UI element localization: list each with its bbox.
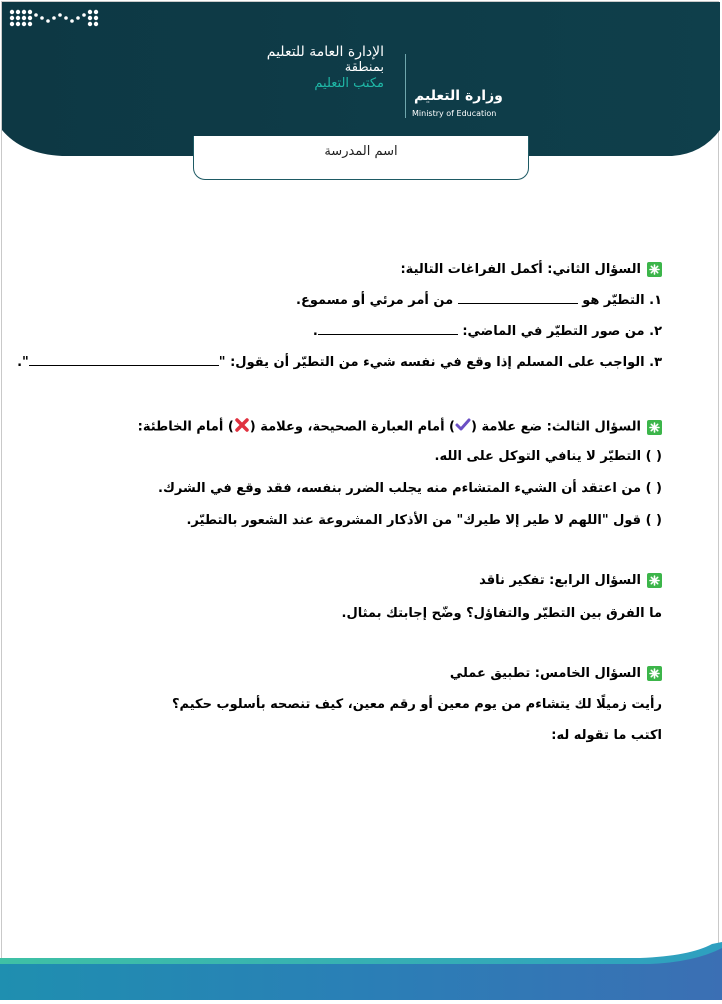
question-4-title-row xyxy=(30,573,662,588)
q5-text-1: رأيت زميلًا لك يتشاءم من يوم معين أو رقم معين، كيف تنصحه بأسلوب حكيم؟ xyxy=(172,697,662,712)
logo-divider xyxy=(405,54,407,118)
q3-item-2[interactable]: ( ) من اعتقد أن الشيء المتشاءم منه يجلب الضرر بنفسه، فقد وقع في الشرك. xyxy=(158,481,662,496)
education-office: مكتب التعليم xyxy=(314,76,384,91)
question-5-title-row xyxy=(30,666,662,681)
question-3-title-part3: ) أمام الخاطئة: xyxy=(137,419,234,435)
q3-item-1[interactable]: ( ) التطيّر لا ينافي التوكل على الله. xyxy=(434,449,662,464)
green-star-icon xyxy=(647,573,662,588)
fill-blank-2[interactable] xyxy=(318,333,458,335)
q2-item-2-end: . xyxy=(312,324,318,339)
q2-item-3 xyxy=(17,355,662,370)
question-5 xyxy=(30,666,662,681)
question-3-title-part2: ) أمام العبارة الصحيحة، وعلامة ( xyxy=(249,419,455,435)
question-2 xyxy=(30,262,662,277)
question-2-title-row xyxy=(30,262,662,277)
q2-item-3-start: ٣. الواجب على المسلم إذا وقع في نفسه شيء من التطيّر أن يقول: " xyxy=(218,355,662,370)
q4-text: ما الفرق بين التطيّر والتفاؤل؟ وضّح إجابتك بمثال. xyxy=(341,606,662,621)
ministry-name-arabic: وزارة التعليم xyxy=(414,88,503,104)
question-2-title: السؤال الثاني: أكمل الفراغات التالية: xyxy=(400,262,641,277)
q2-item-2 xyxy=(30,324,662,339)
question-4 xyxy=(30,573,662,588)
ministry-logo-icon xyxy=(2,2,112,82)
fill-blank-3[interactable] xyxy=(29,364,219,366)
question-3 xyxy=(30,417,662,437)
ministry-name-english: Ministry of Education xyxy=(412,109,497,118)
q2-item-3-end: ". xyxy=(17,355,29,370)
check-mark-icon xyxy=(455,418,471,436)
question-3-title-part1: السؤال الثالث: ضع علامة ( xyxy=(471,419,641,435)
q2-item-1-start: ١. التطيّر هو xyxy=(582,293,662,308)
footer-wave xyxy=(0,936,722,1000)
q2-item-2-start: ٢. من صور التطيّر في الماضي: xyxy=(462,324,662,339)
question-5-title: السؤال الخامس: تطبيق عملي xyxy=(449,666,641,681)
question-4-title: السؤال الرابع: تفكير ناقد xyxy=(479,573,641,588)
q2-item-1-end: من أمر مرئي أو مسموع. xyxy=(296,293,454,308)
admin-title: الإدارة العامة للتعليم xyxy=(266,44,384,60)
fill-blank-1[interactable] xyxy=(458,302,578,304)
school-name-box xyxy=(193,136,529,180)
q3-item-3[interactable]: ( ) قول "اللهم لا طير إلا طيرك" من الأذكار المشروعة عند الشعور بالتطيّر. xyxy=(186,513,662,528)
school-name-label: اسم المدرسة xyxy=(324,144,398,159)
q5-text-2: اكتب ما تقوله له: xyxy=(551,728,662,743)
green-star-icon xyxy=(647,420,662,435)
cross-mark-icon xyxy=(234,417,250,437)
question-3-title-row xyxy=(30,417,662,437)
admin-region: بمنطقة xyxy=(344,60,384,75)
green-star-icon xyxy=(647,666,662,681)
q2-item-1 xyxy=(30,293,662,308)
green-star-icon xyxy=(647,262,662,277)
